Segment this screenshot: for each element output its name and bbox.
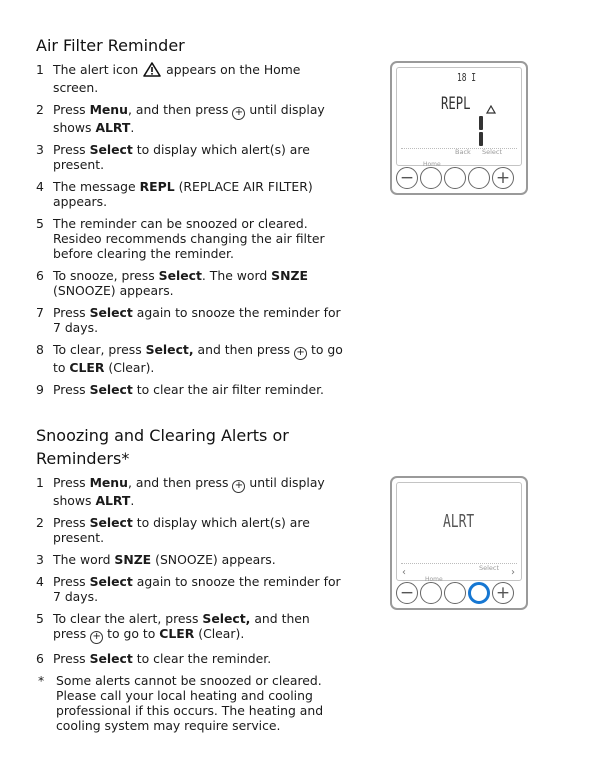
step-text: to go to [107,626,156,641]
key-select: Select [89,142,133,157]
softkey-select-label: Select [482,148,503,156]
step-text: and then press [197,342,291,357]
step-number: 2 [36,515,44,530]
list-item [36,305,346,335]
list-item [36,102,346,135]
step-text: The alert icon [53,62,139,77]
key-select: Select [89,651,133,666]
display-word: ALRT [95,493,131,508]
footnote-mark: * [38,673,45,688]
list-item [36,475,346,508]
list-item [36,515,346,545]
section-title: Air Filter Reminder [36,36,185,55]
list-item [36,552,346,567]
step-text: to clear the reminder. [136,651,272,666]
plus-circle-icon: + [90,631,103,644]
step-number: 1 [36,475,44,490]
step-text: Press [53,574,86,589]
step-text: The reminder can be snoozed or cleared. Resideo recommends changing the air filter before clearing the reminder. [53,216,325,261]
key-select: Select [89,574,133,589]
minus-button[interactable]: − [396,167,418,189]
step-number: 4 [36,179,44,194]
step-text: and then press [53,611,310,641]
step-number: 7 [36,305,44,320]
step-text: Press [53,515,86,530]
step-text: . [130,120,135,135]
thermostat-illustration-alrt [390,476,528,610]
button-row [396,582,514,604]
step-text: Press [53,102,86,117]
thermostat-screen [396,482,522,581]
step-text: To clear the alert, press [53,611,199,626]
step-text: to clear the air filter reminder. [136,382,324,397]
section-snoozing-clearing [36,424,346,733]
step-text: again to snooze the reminder for 7 days. [53,574,341,604]
step-text: Press [53,305,86,320]
step-number: 5 [36,216,44,231]
display-word: CLER [69,360,105,375]
softkey-button-2[interactable] [444,167,466,189]
step-text: to go to [53,342,343,375]
footnote-text: Some alerts cannot be snoozed or cleared. Please call your local heating and cooling professional if this occurs. The heating and cooling system may require service. [56,673,324,733]
key-select: Select, [145,342,194,357]
softkey-button-2[interactable] [444,582,466,604]
step-number: 1 [36,62,44,77]
list-item [36,611,346,644]
step-text: (Clear). [108,360,155,375]
key-select: Select, [202,611,251,626]
step-number: 2 [36,102,44,117]
step-number: 8 [36,342,44,357]
step-text: . [130,493,135,508]
step-text: Press [53,142,86,157]
footnote [36,673,346,733]
thermostat-screen [396,67,522,166]
plus-circle-icon: + [232,107,245,120]
section-title: Snoozing and Clearing Alerts or Reminders* [36,426,289,468]
screen-message: REPL [441,94,471,114]
step-text: To clear, press [53,342,142,357]
step-number: 4 [36,574,44,589]
warning-triangle-icon [143,62,161,80]
warning-triangle-icon [486,99,496,118]
softkey-select-label: Select [479,564,500,572]
list-item [36,382,346,397]
display-word: SNZE [114,552,152,567]
key-select: Select [89,382,133,397]
screen-code: 18 I [457,71,477,84]
step-text: To snooze, press [53,268,155,283]
step-text: to display which alert(s) are present. [53,142,310,172]
list-item [36,62,346,95]
list-item [36,179,346,209]
screen-divider [401,563,517,564]
softkey-button-1[interactable] [420,582,442,604]
step-text: , and then press [127,475,229,490]
step-number: 5 [36,611,44,626]
softkey-button-1[interactable] [420,167,442,189]
list-item [36,342,346,375]
softkey-home-label: Home [425,576,443,583]
list-item [36,651,346,666]
key-select: Select [89,515,133,530]
key-select: Select [89,305,133,320]
step-text: Press [53,475,86,490]
step-text: Press [53,651,86,666]
step-text: (REPLACE AIR FILTER) appears. [53,179,313,209]
key-select: Select [158,268,202,283]
softkey-button-3[interactable] [468,167,490,189]
display-word: ALRT [95,120,131,135]
step-number: 6 [36,268,44,283]
step-number: 9 [36,382,44,397]
plus-button[interactable]: + [492,167,514,189]
chevron-right-icon[interactable]: › [511,567,515,578]
softkey-home-label: Home [423,161,441,168]
key-menu: Menu [89,102,128,117]
step-text: until display shows [53,475,325,508]
thermostat-illustration-repl [390,61,528,195]
screen-message: ALRT [443,511,475,532]
plus-circle-icon: + [232,480,245,493]
steps-list [36,475,346,666]
step-text: to display which alert(s) are present. [53,515,310,545]
display-word: REPL [139,179,175,194]
plus-button[interactable]: + [492,582,514,604]
display-word: SNZE [271,268,308,283]
list-item [36,574,346,604]
step-number: 3 [36,142,44,157]
button-row [396,167,514,189]
minus-button[interactable]: − [396,582,418,604]
step-text: The word [53,552,111,567]
list-item [36,142,346,172]
step-number: 3 [36,552,44,567]
screen-big-digit [479,116,483,146]
step-text: The message [53,179,136,194]
chevron-left-icon[interactable]: ‹ [402,567,406,578]
list-item [36,268,346,298]
step-number: 6 [36,651,44,666]
softkey-back-label: Back [455,148,471,156]
step-text: , and then press [127,102,229,117]
softkey-button-3-highlighted[interactable] [468,582,490,604]
steps-list [36,62,346,397]
display-word: CLER [159,626,195,641]
key-menu: Menu [89,475,128,490]
step-text: Press [53,382,86,397]
step-text: appears on the Home screen. [53,62,301,95]
step-text: (Clear). [198,626,245,641]
step-text: again to snooze the reminder for 7 days. [53,305,341,335]
step-text: . The word [201,268,268,283]
step-text: until display shows [53,102,325,135]
section-air-filter-reminder [36,34,346,404]
plus-circle-icon: + [294,347,307,360]
step-text: (SNOOZE) appears. [53,283,174,298]
step-text: (SNOOZE) appears. [155,552,276,567]
list-item [36,216,346,261]
